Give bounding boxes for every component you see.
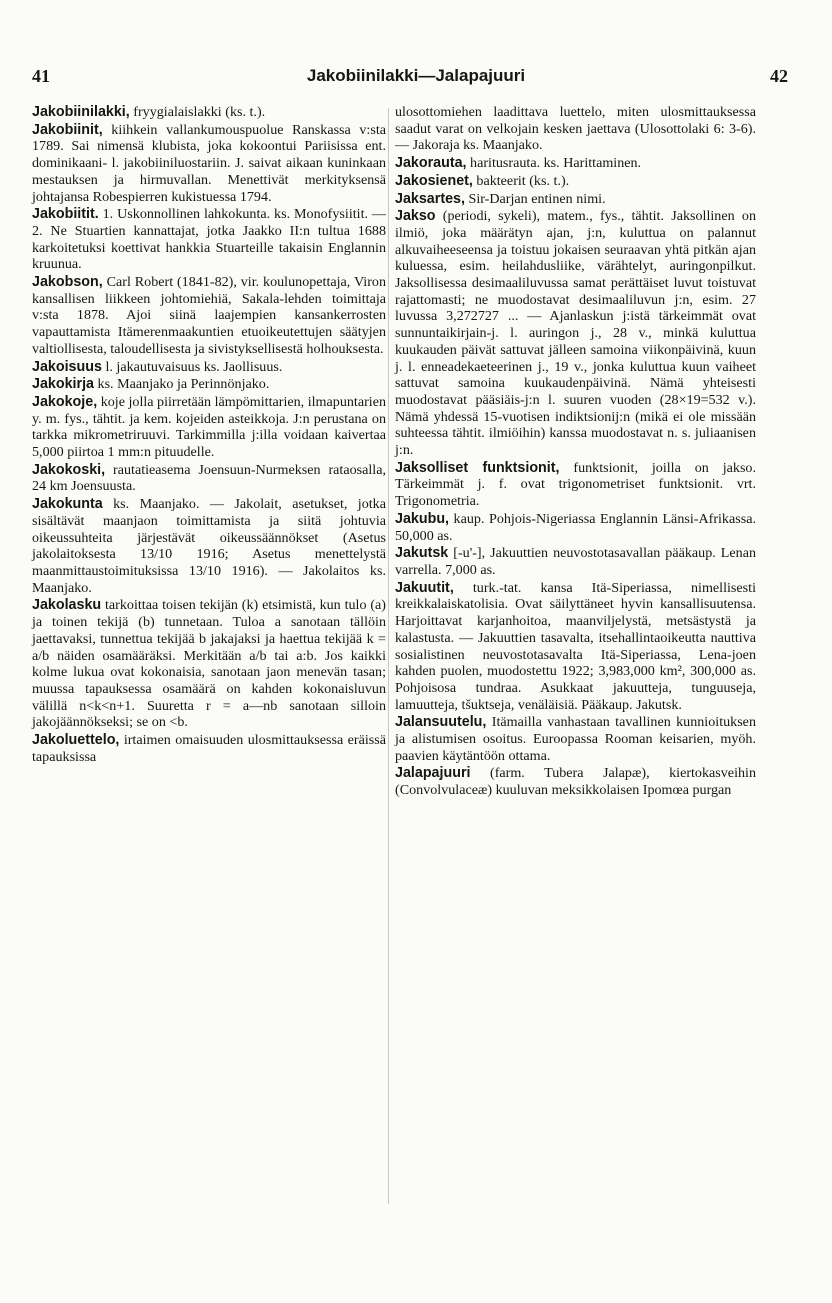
entry-jakokoski (32, 462, 386, 495)
entry-text: kaup. Pohjois-Nigeriassa Englannin Länsi-Afrikassa. 50,000 as. (395, 510, 756, 544)
entry-text: (farm. Tubera Jalapæ), kiertokasveihin (Convolvulaceæ) kuuluvan meksikkolaisen Ipomœa purgan (395, 765, 756, 799)
entry-text: 1. Uskonnollinen lahkokunta. ks. Monofysiitit. — 2. Ne Stuartien kannattajat, jotka Jaakko II:n tultua 1688 karkoitetuksi koettivat hankkia Stuarteille takaisin Englannin kruunua. (32, 206, 386, 273)
entry-text: tarkoittaa toisen tekijän (k) etsimistä, kun tulo (a) ja toinen tekijä (b) tunnetaan. Tuloa a sanotaan tällöin jaettavaksi, tunnettua tekijää b jakajaksi ja haettua tekijää k = a/b näiden osamääräksi. Merkitään a/b tai a:b. Jos kaikki kolme lukua ovat kokonaisia, sanotaan jaon menevän tasan; muussa tapauksessa osamäärä on kahden kokonaisluvun välillä n<k<n+1. Suuretta r = a—nb sanotaan silloin jakojäännökseksi; se on <b. (32, 597, 386, 731)
entry-text: haritusrauta. ks. Harittaminen. (466, 155, 642, 172)
entry-headword: Jakso (395, 208, 436, 225)
entry-jakoluettelo (32, 732, 386, 765)
entry-headword: Jakuutit, (395, 579, 454, 596)
entry-headword: Jakoluettelo, (32, 732, 120, 749)
entry-text: irtaimen omaisuuden ulosmittauksessa eräissä tapauksissa (32, 732, 386, 765)
entry-jakosienet (395, 173, 756, 190)
entry-headword: Jakokoje, (32, 393, 98, 410)
entry-text: ks. Maanjako. — Jakolait, asetukset, jotka sisältävät maanjaon toimittamista ja siitä johtuvia oikeussuhteita järjestävät oikeussäännökset (Asetus jakolaitoksesta 13/10 1916; Asetus menettelystä maanmittaustoimituksissa 13/10 1916). — Jakolaitos ks. Maanjako. (32, 496, 386, 596)
entry-text: kiihkein vallankumouspuolue Ranskassa v:sta 1789. Sai nimensä klubista, joka kokoontui Pariisissa ent. dominikaani- l. jakobiiniluostariin. J. saivat aikaan kuninkaan mestauksen ja hirmuvallan. Menettivät merkityksensä johtajansa Robespierren kukistuessa 1794. (32, 121, 386, 205)
entry-headword: Jakorauta, (395, 155, 467, 172)
entry-jakokirja (32, 376, 386, 393)
entry-text: Itämailla vanhastaan tavallinen kunnioituksen ja alistumisen osoitus. Euroopassa Rooman keisarien, myöh. paavien käytäntöön ottama. (395, 714, 756, 764)
entry-jakokunta (32, 496, 386, 596)
column-rule (388, 108, 389, 1204)
entry-jalansuutelu (395, 714, 756, 764)
entry-jaksolliset-funktsionit (395, 460, 756, 510)
entry-jakubu (395, 511, 756, 544)
entry-jakorauta (395, 155, 756, 172)
entry-jakobiinilakki (32, 104, 386, 121)
entry-jaksartes (395, 191, 756, 208)
entry-headword: Jakolasku (32, 597, 102, 614)
left-column (32, 104, 386, 766)
entry-headword: Jakubu, (395, 510, 450, 527)
page-number-left: 41 (32, 66, 50, 86)
entry-headword: Jakokirja (32, 376, 94, 393)
entry-jakuutit (395, 580, 756, 714)
entry-text: bakteerit (ks. t.). (472, 172, 570, 189)
page-number-right: 42 (770, 66, 788, 86)
entry-headword: Jakobson, (32, 274, 103, 291)
entry-jakolasku (32, 597, 386, 731)
entry-continuation (395, 104, 756, 154)
entry-headword: Jaksolliset funktsionit, (395, 459, 560, 476)
entry-jakobiitit (32, 206, 386, 273)
entry-text: funktsionit, joilla on jakso. Tärkeimmät j. f. ovat trigonometriset funktsionit. vrt. Trigonometria. (395, 459, 756, 510)
entry-text: (periodi, sykeli), matem., fys., tähtit. Jaksollinen on ilmiö, joka määrätyn ajan, j:n, kuluttua on palannut alkuvaiheeseensa ja toistuu jokaisen seuraavan yhtä pitkän ajan kuluessa, esim. heilahdusliike, värähtelyt, auringonpilkut. Jaksollisessa desimaaliluvussa samat perättäiset luvut toistuvat rajattomasti; ne muodostavat desimaaliluvun j:n, esim. 27 luvussa 3,272727 ... — Ajanlaskun j:istä tärkeimmät ovat sunnuntaikirjain-j. l. auringon j., 28 v., minkä kuluttua kuukauden päivät sattuvat jälleen samoina viikonpäivinä, kuun j. l. enneadekaeteerinen j., 19 v., jonka kuluttua kuun vaiheet sattuvat samoina kuukaudenpäivinä. Nämä yhteisesti muodostavat pääsiäis-j:n l. suuren vuoden (28×19=532 v.). Nämä yhdessä 15-vuotisen indiktsionij:n (mikä ei ole missään suhteessa tähtit. ilmiöihin) kanssa muodostavat n. s. juliaanisen j:n. (395, 208, 756, 459)
entry-headword: Jakobiinilakki, (32, 104, 130, 120)
entry-jalapajuuri (395, 765, 756, 798)
entry-text: turk.-tat. kansa Itä-Siperiassa, nimellisesti kreikkalaiskatolisia. Ovat säilyttäneet hyvin kansallisuutensa. Harjoittavat karjanhoitoa, maanviljelystä, metsästystä ja kalastusta. — Jakuuttien tasavalta, itsehallintaoikeutta nauttiva sosialistinen neuvostotasavalta Itä-Siperiassa, Lena-joen kahden puolen, muodostettu 1922; 3,983,000 km², 300,000 as. Pohjoisosa tundraa. Asukkaat jakuutteja, tunguuseja, lamuutteja, tšuktseja, venäläisiä. Pääkaup. Jakutsk. (395, 579, 756, 713)
entry-text: Carl Robert (1841-82), vir. koulunopettaja, Viron kansallisen liikkeen johtomiehiä, Sakala-lehden toimittaja v:sta 1878. Ajoi siinä laajempien kansankerrosten vapauttamista Itämerenmaakuntien etuoikeutettujen säätyjen valtiollisesta, taloudellisesta ja sivistyksellisestä holhouksesta. (32, 274, 386, 357)
right-column (395, 104, 756, 800)
entry-jakso (395, 208, 756, 459)
entry-headword: Jakobiinit, (32, 121, 103, 138)
entry-text: l. jakautuvaisuus ks. Jaollisuus. (101, 358, 283, 375)
entry-headword: Jakokoski, (32, 461, 106, 478)
entry-headword: Jakokunta (32, 496, 103, 513)
entry-headword: Jalapajuuri (395, 765, 471, 782)
entry-text: rautatieasema Joensuun-Nurmeksen rataosalla, 24 km Joensuusta. (32, 461, 386, 495)
entry-jakoisuus (32, 359, 386, 376)
running-head: Jakobiinilakki—Jalapajuuri (306, 66, 526, 85)
entry-headword: Jakosienet, (395, 172, 473, 189)
entry-headword: Jaksartes, (395, 190, 465, 207)
entry-text: ulosottomiehen laadittava luettelo, miten ulosmittauksessa saadut varat on velkojain kesken jaettava (Ulosottolaki 6: 3-6). — Jakoraja ks. Maanjako. (395, 104, 756, 154)
entry-headword: Jakoisuus (32, 358, 102, 375)
entry-headword: Jakutsk (395, 545, 449, 562)
entry-jakutsk (395, 545, 756, 578)
entry-jakobson (32, 274, 386, 358)
entry-jakobiinit (32, 122, 386, 206)
entry-text: fryygialaislakki (ks. t.). (129, 104, 266, 120)
entry-text: [-u'-], Jakuuttien neuvostotasavallan pääkaup. Lenan varrella. 7,000 as. (395, 545, 756, 578)
entry-text: koje jolla piirretään lämpömittarien, ilmapuntarien y. m. fys., tähtit. ja kem. kojeiden asteikkoja. J:n perustana on tarkka mikrometriruuvi. Tarkimmilla j:illa voidaan kaivertaa 5,000 piirtoa 1 mm:n pituudelle. (32, 393, 386, 461)
entry-text: ks. Maanjako ja Perinnönjako. (94, 376, 270, 393)
entry-headword: Jalansuutelu, (395, 714, 487, 731)
entry-jakokoje (32, 394, 386, 461)
entry-text: Sir-Darjan entinen nimi. (464, 190, 606, 207)
entry-headword: Jakobiitit. (32, 206, 99, 223)
